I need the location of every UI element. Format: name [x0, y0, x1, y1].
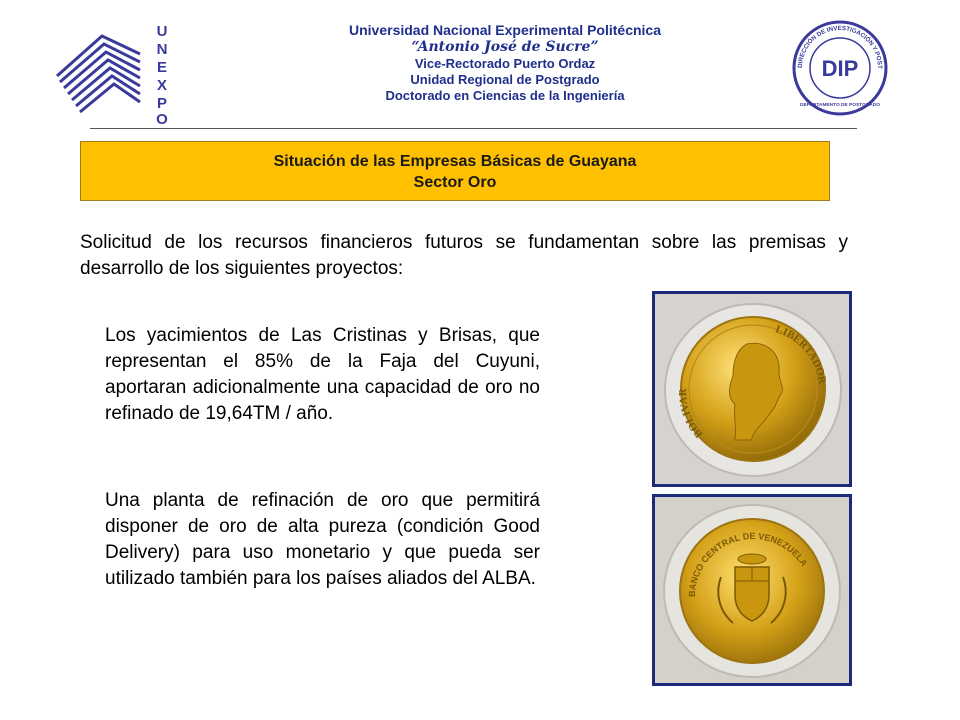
body-paragraph: Una planta de refinación de oro que permitirá disponer de oro de alta pureza (condición Good Delivery) para uso monetario y que pueda ser utilizado también para los países aliados del ALBA. [105, 490, 540, 589]
logo-letter: E [156, 59, 168, 76]
logo-letter: N [156, 41, 168, 58]
coin-text-bank: BANCO CENTRAL DE VENEZUELA [686, 530, 810, 598]
university-name: Universidad Nacional Experimental Politécnica [349, 22, 661, 38]
gold-coin-reverse-image [652, 494, 852, 686]
regional-unit: Unidad Regional de Postgrado [410, 72, 600, 87]
vice-rectorate: Vice-Rectorado Puerto Ordaz [414, 56, 596, 71]
doctorate-program: Doctorado en Ciencias de la Ingeniería [385, 88, 625, 103]
coin-text-bolivar: BOLIVAR [677, 388, 706, 440]
university-subtitle: “Antonio José de Sucre” [411, 39, 599, 55]
body-paragraph: Los yacimientos de Las Cristinas y Brisas, que representan el 85% de la Faja del Cuyuni, aportaran adicionalmente una capacidad de oro no refinado de 19,64TM / año. [105, 325, 540, 424]
gold-coin-obverse-image [652, 291, 852, 487]
institution-header [250, 22, 760, 104]
logo-dip-text: DIP [821, 56, 859, 81]
logo-ring-text: DIRECCIÓN DE INVESTIGACIÓN Y POST [796, 24, 884, 69]
logo-letter: X [156, 77, 168, 94]
intro-paragraph: Solicitud de los recursos financieros futuros se fundamentan sobre las premisas y desarrollo de los siguientes proyectos: [80, 232, 848, 279]
banner-title: Situación de las Empresas Básicas de Guayana [273, 153, 637, 170]
banner-subtitle: Sector Oro [413, 174, 497, 191]
title-banner [80, 141, 830, 201]
logo-dept-text: DEPARTAMENTO DE POSTGRADO [800, 103, 880, 108]
unexpo-logo [52, 14, 182, 126]
logo-letter: U [156, 23, 168, 40]
coin-text-libertador: LIBERTADOR [773, 323, 829, 385]
dip-logo [792, 16, 888, 122]
logo-letter: P [156, 95, 168, 112]
header-divider [90, 128, 857, 129]
logo-letter: O [156, 111, 168, 126]
